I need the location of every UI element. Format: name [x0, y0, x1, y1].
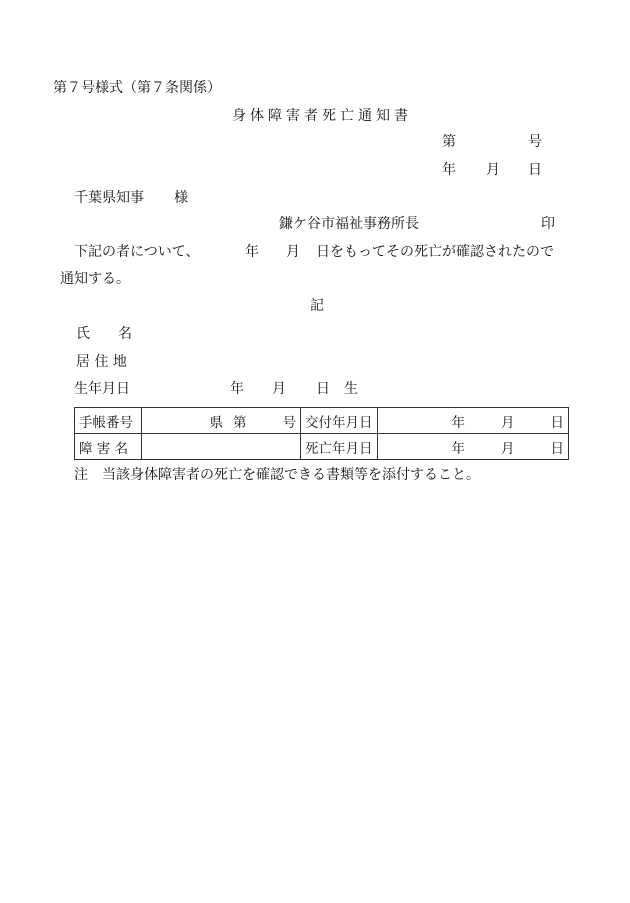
death-day: 日 — [550, 440, 564, 457]
birth-month: 月 — [272, 381, 286, 397]
footnote: 注 当該身体障害者の死亡を確認できる書類等を添付すること。 — [74, 467, 480, 483]
disability-name-cell[interactable] — [142, 434, 301, 460]
date-day: 日 — [528, 162, 542, 178]
number-dai: 第 — [442, 134, 456, 150]
go-label: 号 — [282, 414, 296, 431]
issue-year: 年 — [451, 414, 465, 431]
death-year: 年 — [451, 440, 465, 457]
issue-date-cell[interactable] — [377, 408, 569, 434]
disability-name-label: 障 害 名 — [75, 434, 142, 460]
table-row — [75, 434, 569, 460]
death-month: 月 — [501, 440, 515, 457]
date-month: 月 — [486, 162, 500, 178]
birth-year: 年 — [230, 381, 244, 397]
issue-date-label: 交付年月日 — [301, 408, 378, 434]
birth-label: 生年月日 — [74, 381, 130, 397]
dai-label: 第 — [233, 414, 247, 431]
body-month: 月 — [286, 244, 300, 260]
techo-number-cell[interactable] — [142, 408, 301, 434]
body-year: 年 — [245, 244, 259, 260]
info-table — [74, 407, 569, 460]
document-number — [442, 134, 542, 150]
form-id: 第７号様式（第７条関係） — [53, 80, 221, 96]
seal-mark: 印 — [541, 216, 555, 232]
ken-label: 県 — [209, 414, 223, 431]
birth-day: 日 — [316, 381, 330, 397]
issue-month: 月 — [501, 414, 515, 431]
death-date-cell[interactable] — [377, 434, 569, 460]
field-address: 居 住 地 — [76, 354, 127, 370]
body-line-2: 通知する。 — [60, 271, 130, 287]
techo-number-label: 手帳番号 — [75, 408, 142, 434]
body-rest: 日をもってその死亡が確認されたので — [316, 244, 554, 260]
ki-heading: 記 — [310, 298, 324, 314]
addressee — [74, 190, 188, 206]
sender: 鎌ケ谷市福祉事務所長 — [279, 216, 419, 232]
addressee-name: 千葉県知事 — [74, 190, 144, 206]
addressee-honorific: 様 — [174, 190, 188, 206]
field-name: 氏 名 — [76, 326, 132, 342]
date-year: 年 — [442, 162, 456, 178]
death-date-label: 死亡年月日 — [301, 434, 378, 460]
birth-sei: 生 — [344, 381, 358, 397]
issue-day: 日 — [550, 414, 564, 431]
body-start: 下記の者について、 — [74, 244, 200, 260]
number-go: 号 — [528, 134, 542, 150]
document-title: 身体障害者死亡通知書 — [232, 108, 412, 124]
table-row — [75, 408, 569, 434]
